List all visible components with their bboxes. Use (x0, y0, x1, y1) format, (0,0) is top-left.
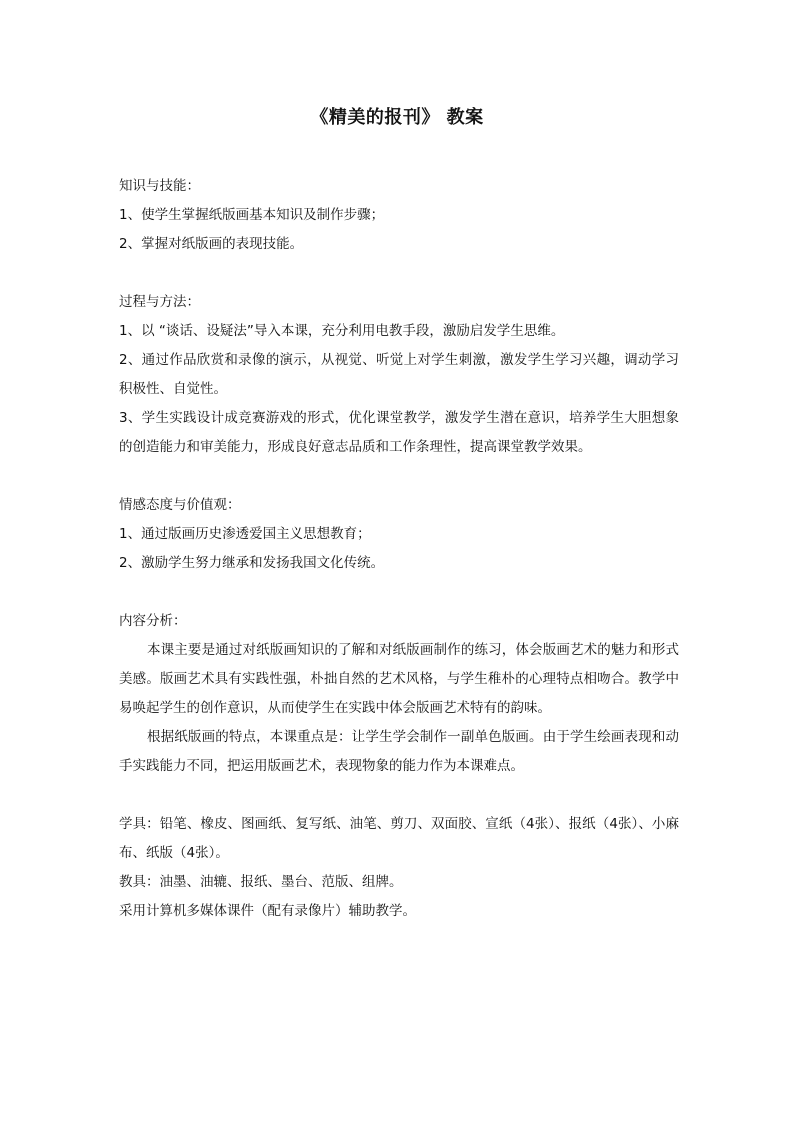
knowledge-item-2: 2、掌握对纸版画的表现技能。 (119, 236, 304, 252)
emotion-item-1: 1、通过版画历史渗透爱国主义思想教育； (119, 526, 371, 542)
analysis-paragraph-2: 根据纸版画的特点，本课重点是：让学生学会制作一副单色版画。由于学生绘画表现和动手实践能力不同，把运用版画艺术，表现物象的能力作为本课难点。 (119, 729, 679, 774)
process-item-3: 3、学生实践设计成竞赛游戏的形式，优化课堂教学，激发学生潜在意识，培养学生大胆想象的创造能力和审美能力，形成良好意志品质和工作条理性，提高课堂教学效果。 (119, 410, 679, 455)
student-materials: 学具：铅笔、橡皮、图画纸、复写纸、油笔、剪刀、双面胶、宣纸（4张）、报纸（4张）、小麻布、纸版（4张）。 (119, 816, 679, 861)
section-heading-emotion: 情感态度与价值观： (119, 497, 241, 513)
process-item-2: 2、通过作品欣赏和录像的演示，从视觉、听觉上对学生刺激，激发学生学习兴趣，调动学习积极性、自觉性。 (119, 352, 679, 397)
spacer (119, 578, 679, 607)
media-note: 采用计算机多媒体课件（配有录像片）辅助教学。 (119, 903, 416, 919)
spacer (119, 781, 679, 810)
emotion-item-2: 2、激励学生努力继承和发扬我国文化传统。 (119, 555, 385, 571)
document-body (119, 172, 679, 926)
section-heading-analysis: 内容分析： (119, 613, 187, 629)
analysis-paragraph-1: 本课主要是通过对纸版画知识的了解和对纸版画制作的练习，体会版画艺术的魅力和形式美感。版画艺术具有实践性强，朴拙自然的艺术风格，与学生稚朴的心理特点相吻合。教学中易唤起学生的创作意识，从而使学生在实践中体会版画艺术特有的韵味。 (119, 642, 679, 716)
spacer (119, 462, 679, 491)
spacer (119, 259, 679, 288)
process-item-1: 1、以 “谈话、设疑法”导入本课，充分利用电教手段，激励启发学生思维。 (119, 323, 565, 339)
section-heading-knowledge: 知识与技能： (119, 178, 200, 194)
section-heading-process: 过程与方法： (119, 294, 200, 310)
page-title: 《精美的报刊》 教案 (310, 107, 484, 128)
knowledge-item-1: 1、使学生掌握纸版画基本知识及制作步骤； (119, 207, 385, 223)
teacher-materials: 教具：油墨、油辘、报纸、墨台、范版、组牌。 (119, 874, 403, 890)
